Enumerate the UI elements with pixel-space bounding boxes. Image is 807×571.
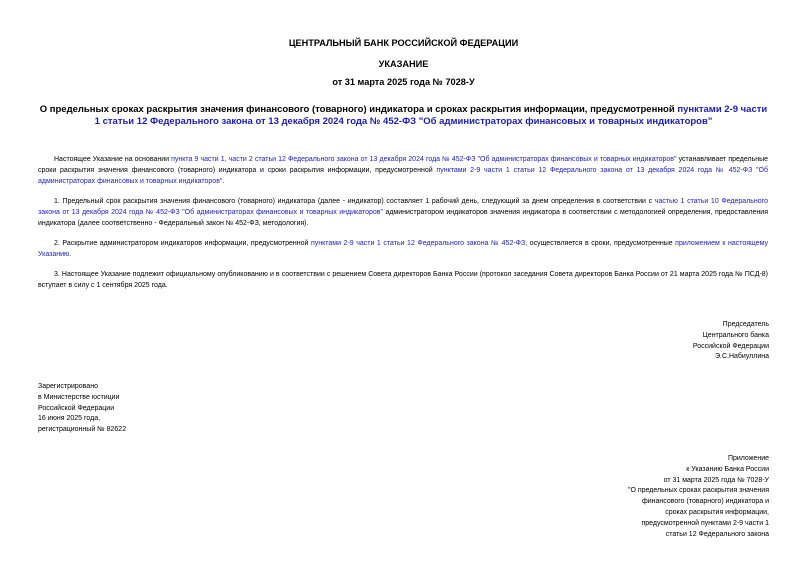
p2-link-1[interactable]: пунктами 2-9 части 1 статьи 12 Федерального закона № 452-ФЗ (310, 240, 526, 247)
appendix-line: к Указанию Банка России (686, 465, 769, 473)
appendix-line: "О предельных сроках раскрытия значения (627, 487, 769, 495)
document-title (38, 104, 769, 128)
paragraph-3 (38, 270, 768, 292)
issuer-heading: ЦЕНТРАЛЬНЫЙ БАНК РОССИЙСКОЙ ФЕДЕРАЦИИ (288, 38, 519, 48)
registration-block (38, 382, 126, 436)
registration-line: Зарегистрировано (38, 383, 98, 390)
p2-text-1: 2. Раскрытие администратором индикаторов информации, предусмотренной (54, 240, 311, 247)
document-date-number: от 31 марта 2025 года № 7028-У (332, 77, 475, 87)
p3-text-1: 3. Настоящее Указание подлежит официальному опубликованию и в соответствии с решением Совета директоров Банка России (протокол заседания Совета директоров Банка России от 21 марта 2025 года № ПСД-8) вступает в силу с 1 сентября 2025 года. (38, 271, 768, 289)
signature-line: Председатель (722, 321, 769, 328)
signature-line: Э.С.Набиуллина (714, 353, 769, 361)
appendix-line: статьи 12 Федерального закона (665, 530, 769, 538)
paragraph-1 (38, 197, 768, 229)
p1-link-1[interactable]: частью 1 статьи 10 Федерального закона от 13 декабря 2024 года № 452-ФЗ "Об администраторах финансовых и товарных индикаторов" (38, 198, 768, 216)
intro-text-2: устанавливает предельные сроки раскрытия значения финансового (товарного) индикатора и сроки раскрытия информации, предусмотренной (38, 156, 769, 174)
registration-line: Российской Федерации (38, 404, 115, 412)
p1-text-2: администратором индикаторов значения индикатора в соответствии с методологией определения, предоставления индикатора (далее соответственно - Федеральный закон № 452-ФЗ, методология). (38, 208, 768, 227)
appendix-line: сроках раскрытия информации, (665, 508, 769, 516)
intro-text-1: Настоящее Указание на основании (54, 156, 172, 163)
intro-text-3: . (222, 177, 225, 185)
intro-link-2[interactable]: пунктами 2-9 части 1 статьи 12 Федерального закона от 13 декабря 2024 года № 452-ФЗ "Об администраторах финансовых и товарных индикаторов" (38, 166, 768, 185)
registration-line: регистрационный № 82622 (38, 426, 127, 434)
p2-text-3: . (69, 250, 72, 258)
title-law-link[interactable]: пунктами 2-9 части 1 статьи 12 Федерального закона от 13 декабря 2024 года № 452-ФЗ "Об администраторах финансовых и товарных индикаторов" (94, 104, 768, 127)
document-type-heading: УКАЗАНИЕ (378, 59, 429, 69)
intro-link-1[interactable]: пункта 9 части 1, части 2 статьи 12 Федерального закона от 13 декабря 2024 года № 452-ФЗ "Об администраторах финансовых и товарных индикаторов" (171, 156, 677, 163)
signature-line: Российской Федерации (692, 342, 769, 350)
intro-paragraph (38, 155, 768, 187)
p2-link-2[interactable]: приложением к настоящему Указанию (38, 240, 768, 258)
signature-line: Центрального банка (702, 331, 769, 339)
appendix-line: Приложение (727, 455, 769, 462)
registration-line: 16 июня 2025 года, (38, 415, 101, 423)
p2-text-2: , осуществляется в сроки, предусмотренные (525, 240, 676, 247)
paragraph-2 (38, 239, 768, 261)
appendix-line: от 31 марта 2025 года № 7028-У (663, 476, 769, 484)
p1-text-1: 1. Предельный срок раскрытия значения финансового (товарного) индикатора (далее - индикатор) составляет 1 рабочий день, следующий за днем определения в соответствии с (54, 198, 655, 205)
registration-line: в Министерстве юстиции (38, 393, 120, 401)
title-text: О предельных сроках раскрытия значения финансового (товарного) индикатора и сроках раскрытия информации, предусмотренной (39, 104, 678, 115)
appendix-block (569, 454, 769, 540)
appendix-line: финансового (товарного) индикатора и (641, 498, 769, 506)
signature-block (693, 320, 769, 363)
appendix-line: предусмотренной пунктами 2-9 части 1 (641, 519, 769, 527)
